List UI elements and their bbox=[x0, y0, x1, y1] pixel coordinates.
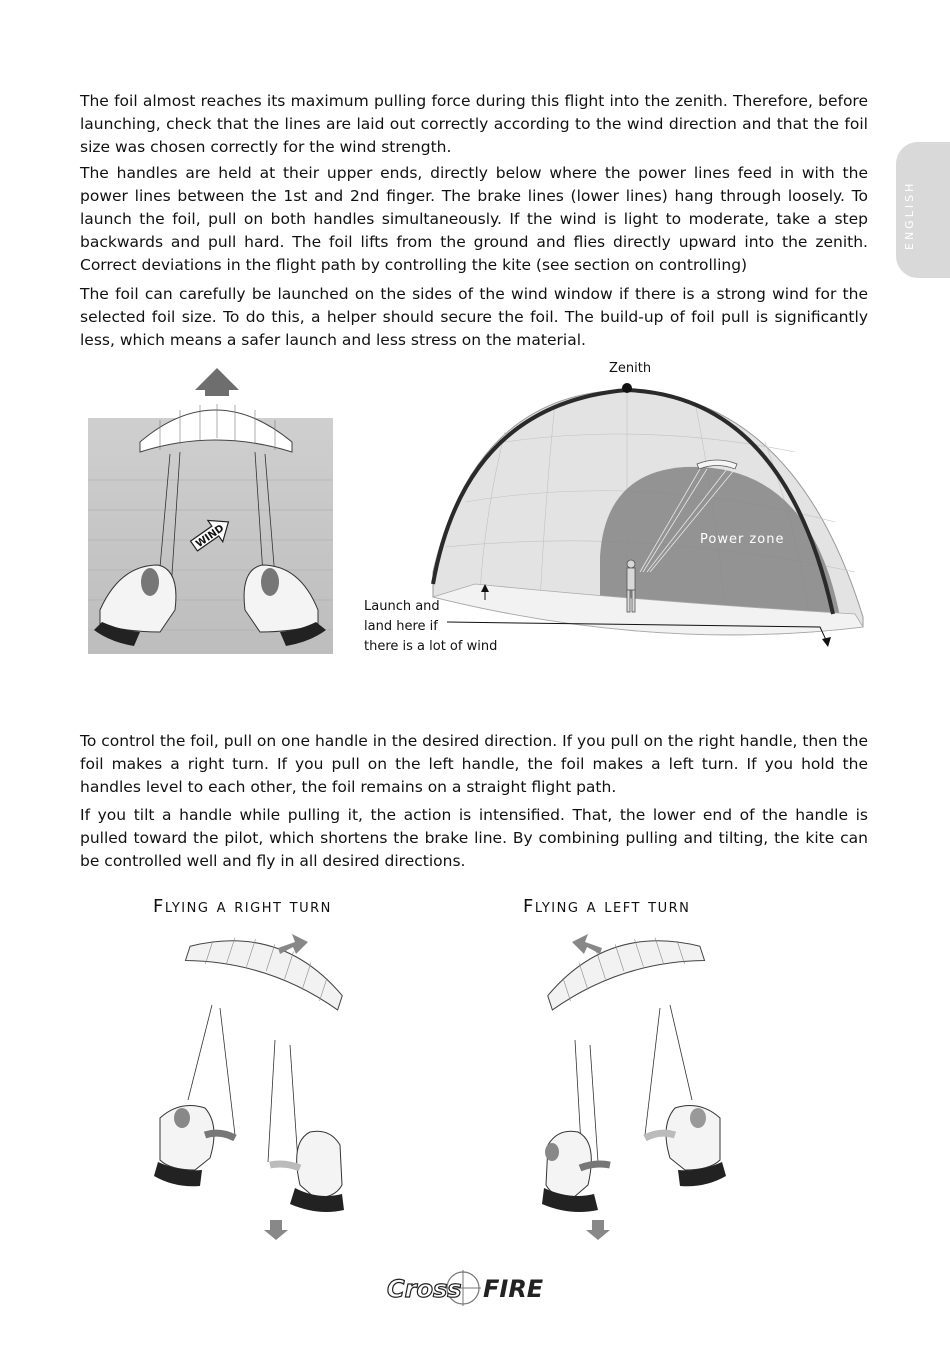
launch-note bbox=[364, 597, 497, 657]
logo-text-cross: Cross bbox=[387, 1275, 462, 1303]
caption-right-turn: Flying a right turn bbox=[153, 896, 332, 917]
paragraph-handles: The handles are held at their upper ends, directly below where the power lines feed in with the power lines between the 1st and 2nd finger. The brake lines (lower lines) hang through loosely. To launch the foil, pull on both handles simultaneously. If the wind is light to moderate, take a step backwards and pull hard. The foil lifts from the ground and flies directly upward into the zenith. Correct deviations in the flight path by controlling the kite (see section on controlling) bbox=[80, 164, 868, 274]
logo-text-fire: FIRE bbox=[483, 1275, 544, 1303]
zenith-label: Zenith bbox=[609, 361, 652, 376]
crossfire-logo bbox=[383, 1270, 573, 1306]
turn-arrow-icon bbox=[572, 934, 602, 954]
turn-arrow-icon bbox=[278, 934, 308, 954]
paragraph-tilt: If you tilt a handle while pulling it, the action is intensified. That, the lower end of the handle is pulled toward the pilot, which shortens the brake line. By combining pulling and tilting, the kite can be controlled well and fly in all desired directions. bbox=[80, 806, 868, 870]
language-tab-label: ENGLISH bbox=[903, 180, 916, 250]
launch-note-line: there is a lot of wind bbox=[364, 639, 498, 654]
launch-illustration bbox=[80, 360, 342, 656]
right-turn-illustration bbox=[150, 930, 370, 1245]
up-arrow-icon bbox=[195, 368, 239, 396]
paragraph-zenith-force: The foil almost reaches its maximum pulling force during this flight into the zenith. Therefore, before launching, check that the lines are laid out correctly according to the wind direction and that the foil size was chosen correctly for the wind strength. bbox=[80, 92, 868, 156]
launch-note-line: Launch and bbox=[364, 599, 440, 614]
down-arrow-icon bbox=[264, 1220, 288, 1240]
wind-label: WIND bbox=[194, 522, 227, 551]
zenith-point bbox=[622, 383, 632, 393]
paragraph-control: To control the foil, pull on one handle in the desired direction. If you pull on the right handle, then the foil makes a right turn. If you pull on the left handle, the foil makes a left turn. If you hold the handles level to each other, the foil remains on a straight flight path. bbox=[80, 732, 868, 796]
power-zone-label: Power zone bbox=[700, 532, 785, 547]
caption-left-turn: Flying a left turn bbox=[523, 896, 691, 917]
paragraph-side-launch: The foil can carefully be launched on the sides of the wind window if there is a strong wind for the selected foil size. To do this, a helper should secure the foil. The build-up of foil pull is significantly less, which means a safer launch and less stress on the material. bbox=[80, 285, 868, 349]
launch-note-line: land here if bbox=[364, 619, 438, 634]
left-turn-illustration bbox=[520, 930, 740, 1245]
down-arrow-icon bbox=[586, 1220, 610, 1240]
land-pointer-arrow-icon bbox=[822, 637, 831, 647]
